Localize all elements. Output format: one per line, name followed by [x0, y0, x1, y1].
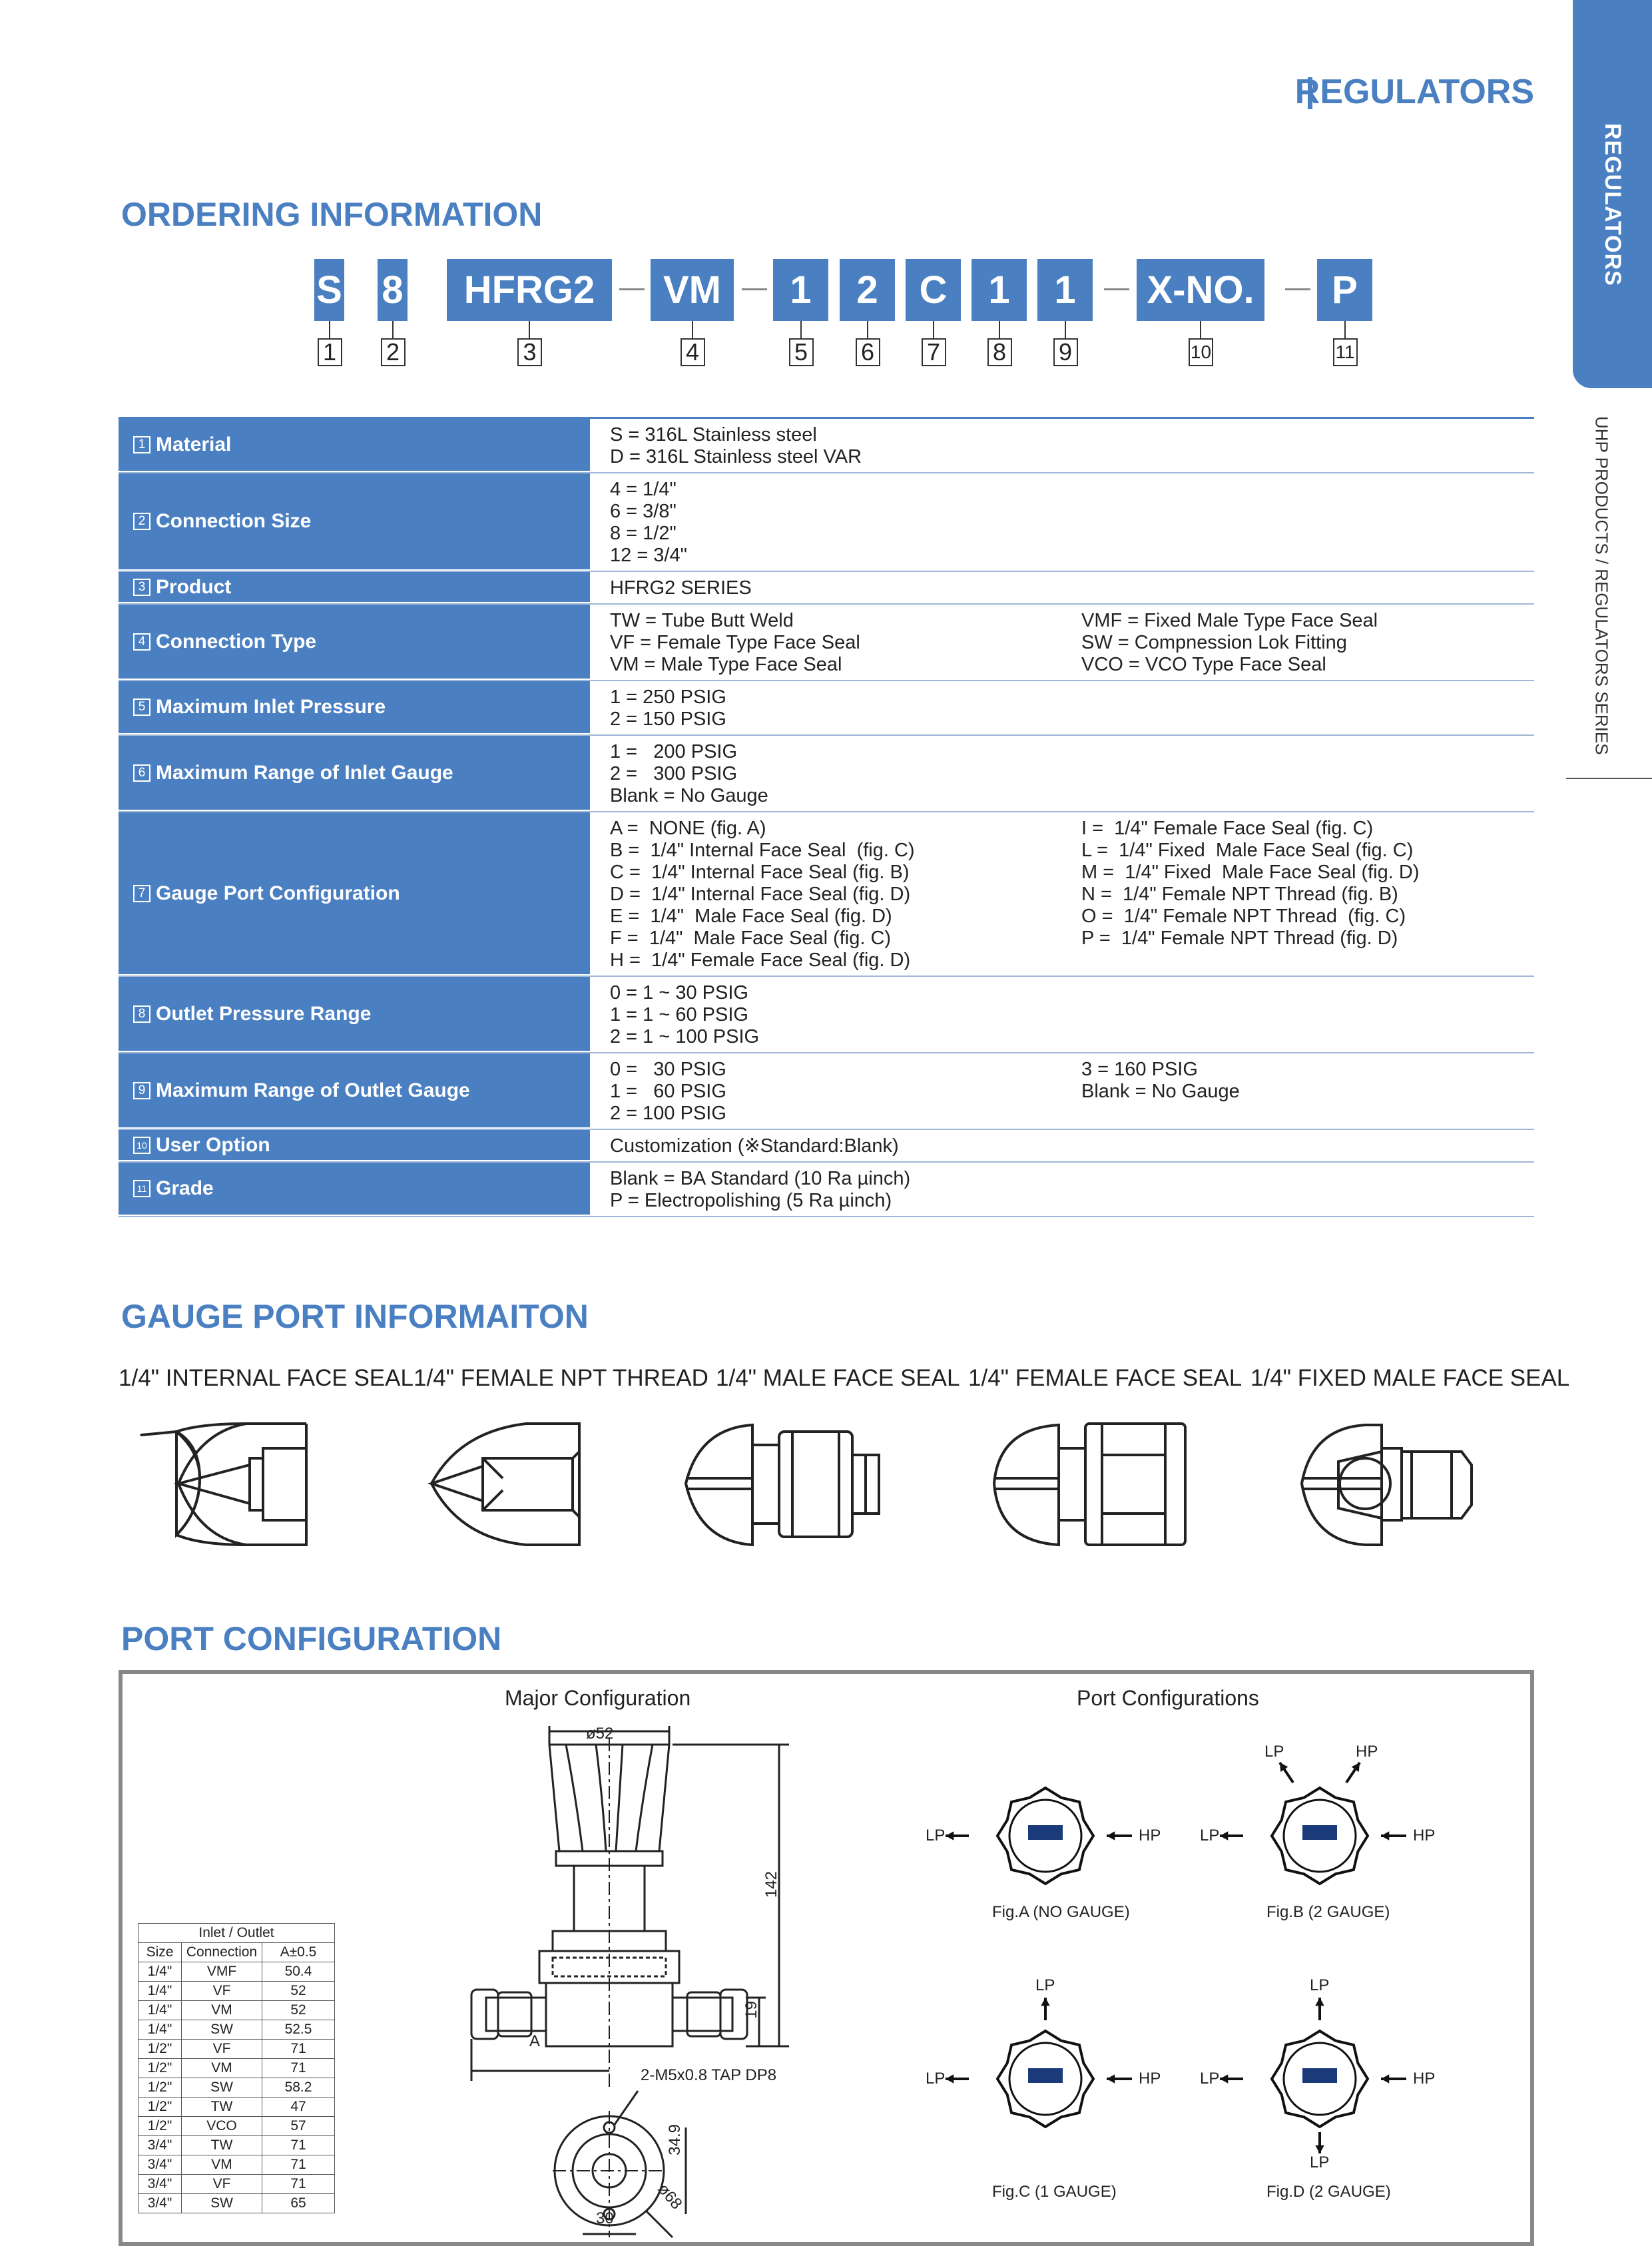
hp-label: HP: [1413, 1827, 1436, 1844]
io-table-cell: 1/4": [138, 2001, 182, 2020]
io-table-cell: SW: [182, 2020, 262, 2040]
value-line: I = 1/4" Female Face Seal (fig. C): [1081, 818, 1374, 839]
io-table-cell: 71: [262, 2136, 335, 2155]
io-table-cell: 71: [262, 2175, 335, 2194]
lp-label: LP: [1310, 1976, 1330, 1994]
code-box-7: C: [906, 259, 961, 321]
value-line: HFRG2 SERIES: [610, 577, 752, 599]
value-line: 12 = 3/4": [610, 545, 687, 566]
row-label-text: Product: [156, 575, 232, 598]
value-line: D = 316L Stainless steel VAR: [610, 446, 862, 467]
dim-30: 30: [596, 2209, 614, 2227]
hp-label: HP: [1139, 2070, 1161, 2088]
io-table-cell: SW: [182, 2078, 262, 2098]
gauge-port-title: GAUGE PORT INFORMAITON: [121, 1298, 589, 1335]
io-table-cell: 3/4": [138, 2194, 182, 2213]
code-number-10: 10: [1189, 338, 1213, 366]
value-line: A = NONE (fig. A): [610, 818, 766, 839]
dim-34-9: 34.9: [666, 2124, 684, 2155]
io-table-cell: 1/4": [138, 1982, 182, 2001]
io-table-cell: 47: [262, 2098, 335, 2117]
hp-label: HP: [1413, 2070, 1436, 2088]
io-table-cell: 3/4": [138, 2136, 182, 2155]
value-line: C = 1/4" Internal Face Seal (fig. B): [610, 862, 910, 883]
row-number-badge: 8: [133, 1005, 150, 1023]
io-table-cell: SW: [182, 2194, 262, 2213]
code-number-5: 5: [789, 338, 814, 366]
row-label-text: Outlet Pressure Range: [156, 1002, 372, 1025]
code-number-2: 2: [381, 338, 406, 366]
row-number-badge: 6: [133, 764, 150, 782]
io-table-cell: TW: [182, 2136, 262, 2155]
dim-a: A: [529, 2032, 541, 2050]
value-line: VMF = Fixed Male Type Face Seal: [1081, 610, 1378, 631]
code-box-3: HFRG2: [447, 259, 612, 321]
row-number-badge: 2: [133, 513, 150, 530]
fig-caption: Fig.B (2 GAUGE): [1266, 1903, 1390, 1921]
code-box-11: P: [1317, 259, 1372, 321]
lp-label: LP: [1264, 1743, 1284, 1761]
row-number-badge: 3: [133, 579, 150, 596]
io-table-cell: 57: [262, 2117, 335, 2136]
io-table-cell: VF: [182, 2040, 262, 2059]
dim-d52: ø52: [586, 1725, 614, 1743]
dim-d68: ø68: [654, 2180, 686, 2213]
code-number-1: 1: [318, 338, 342, 366]
row-number-badge: 9: [133, 1082, 150, 1099]
value-line: Blank = BA Standard (10 Ra µinch): [610, 1168, 911, 1189]
ordering-title: ORDERING INFORMATION: [121, 196, 543, 233]
io-table-header: Connection: [182, 1943, 262, 1962]
row-label-text: Material: [156, 433, 232, 455]
code-box-8: 1: [971, 259, 1027, 321]
io-table-cell: 1/2": [138, 2117, 182, 2136]
code-box-9: 1: [1037, 259, 1093, 321]
side-divider: [1566, 778, 1652, 779]
value-line: P = Electropolishing (5 Ra µinch): [610, 1190, 892, 1211]
gauge-port-label-1: 1/4" INTERNAL FACE SEAL: [119, 1365, 413, 1391]
io-table-header: Size: [138, 1943, 182, 1962]
value-line: 1 = 60 PSIG: [610, 1081, 726, 1102]
value-line: Customization (※Standard:Blank): [610, 1135, 899, 1157]
row-number-badge: 7: [133, 885, 150, 902]
io-table-cell: 71: [262, 2059, 335, 2078]
side-tab-label: REGULATORS: [1600, 123, 1625, 286]
io-table-header: A±0.5: [262, 1943, 335, 1962]
row-label-text: Connection Size: [156, 510, 312, 532]
value-line: L = 1/4" Fixed Male Face Seal (fig. C): [1081, 840, 1414, 861]
io-table-cell: VM: [182, 2001, 262, 2020]
value-line: TW = Tube Butt Weld: [610, 610, 794, 631]
gauge-port-label-5: 1/4" FIXED MALE FACE SEAL: [1250, 1365, 1570, 1391]
row-label-text: Gauge Port Configuration: [156, 882, 400, 904]
io-table-cell: 3/4": [138, 2175, 182, 2194]
io-table-cell: 1/4": [138, 1962, 182, 1982]
row-number-badge: 4: [133, 633, 150, 651]
value-line: 1 = 1 ~ 60 PSIG: [610, 1004, 748, 1025]
value-line: P = 1/4" Female NPT Thread (fig. D): [1081, 928, 1398, 949]
gauge-port-label-3: 1/4" MALE FACE SEAL: [716, 1365, 960, 1391]
code-box-1: S: [314, 259, 344, 321]
value-line: 4 = 1/4": [610, 479, 677, 500]
io-table-cell: 1/2": [138, 2059, 182, 2078]
io-table-title: Inlet / Outlet: [138, 1924, 335, 1943]
io-table-cell: 1/2": [138, 2078, 182, 2098]
gauge-port-label-2: 1/4" FEMALE NPT THREAD: [413, 1365, 708, 1391]
value-line: 8 = 1/2": [610, 523, 677, 544]
value-line: M = 1/4" Fixed Male Face Seal (fig. D): [1081, 862, 1420, 883]
io-table-cell: 65: [262, 2194, 335, 2213]
port-configs-title: Port Configurations: [1077, 1686, 1259, 1710]
io-table-cell: 71: [262, 2040, 335, 2059]
io-table-cell: 1/2": [138, 2040, 182, 2059]
code-number-11: 11: [1333, 338, 1358, 366]
fig-caption: Fig.C (1 GAUGE): [992, 2183, 1117, 2201]
row-label-text: Maximum Inlet Pressure: [156, 696, 386, 718]
io-table-cell: VM: [182, 2059, 262, 2078]
io-table-cell: 52.5: [262, 2020, 335, 2040]
value-line: D = 1/4" Internal Face Seal (fig. D): [610, 884, 911, 905]
row-label-text: Connection Type: [156, 630, 317, 653]
value-line: E = 1/4" Male Face Seal (fig. D): [610, 906, 892, 927]
dim-tap: 2-M5x0.8 TAP DP8: [641, 2066, 777, 2084]
value-line: 1 = 200 PSIG: [610, 741, 738, 762]
side-series-label: UHP PRODUCTS / REGULATORS SERIES: [1591, 416, 1612, 755]
row-label-text: Maximum Range of Inlet Gauge: [156, 761, 453, 784]
value-line: SW = Compnession Lok Fitting: [1081, 632, 1347, 653]
hp-label: HP: [1356, 1743, 1378, 1761]
value-line: 2 = 150 PSIG: [610, 708, 726, 730]
io-table-cell: VMF: [182, 1962, 262, 1982]
gauge-port-label-4: 1/4" FEMALE FACE SEAL: [968, 1365, 1242, 1391]
dim-142: 142: [762, 1871, 780, 1898]
io-table-cell: 1/4": [138, 2020, 182, 2040]
page-header-title: REGULATORS: [1294, 73, 1534, 111]
lp-label: LP: [926, 1827, 946, 1844]
io-table-cell: TW: [182, 2098, 262, 2117]
code-number-3: 3: [517, 338, 542, 366]
code-box-10: X-NO.: [1137, 259, 1264, 321]
lp-label: LP: [1035, 1976, 1055, 1994]
value-line: Blank = No Gauge: [610, 785, 768, 806]
fig-caption: Fig.A (NO GAUGE): [992, 1903, 1130, 1921]
io-table-cell: 3/4": [138, 2155, 182, 2175]
hp-label: HP: [1139, 1827, 1161, 1844]
major-config-title: Major Configuration: [505, 1686, 691, 1710]
io-table-cell: VF: [182, 2175, 262, 2194]
value-line: 3 = 160 PSIG: [1081, 1059, 1198, 1080]
row-label-text: Maximum Range of Outlet Gauge: [156, 1079, 470, 1101]
code-box-2: 8: [378, 259, 408, 321]
value-line: N = 1/4" Female NPT Thread (fig. B): [1081, 884, 1398, 905]
value-line: 2 = 1 ~ 100 PSIG: [610, 1026, 760, 1047]
fig-caption: Fig.D (2 GAUGE): [1266, 2183, 1391, 2201]
io-table-cell: 52: [262, 2001, 335, 2020]
value-line: 0 = 1 ~ 30 PSIG: [610, 982, 748, 1003]
code-number-7: 7: [922, 338, 946, 366]
value-line: VCO = VCO Type Face Seal: [1081, 654, 1326, 675]
code-box-4: VM: [651, 259, 734, 321]
code-number-8: 8: [987, 338, 1012, 366]
value-line: H = 1/4" Female Face Seal (fig. D): [610, 950, 911, 971]
code-number-6: 6: [856, 338, 880, 366]
value-line: 2 = 100 PSIG: [610, 1103, 726, 1124]
io-table-cell: VF: [182, 1982, 262, 2001]
io-table-cell: 52: [262, 1982, 335, 2001]
io-table-cell: 1/2": [138, 2098, 182, 2117]
value-line: Blank = No Gauge: [1081, 1081, 1240, 1102]
lp-label: LP: [1310, 2153, 1330, 2171]
value-line: O = 1/4" Female NPT Thread (fig. C): [1081, 906, 1406, 927]
value-line: S = 316L Stainless steel: [610, 424, 817, 445]
value-line: 6 = 3/8": [610, 501, 677, 522]
code-number-9: 9: [1053, 338, 1078, 366]
lp-label: LP: [1200, 1827, 1220, 1844]
row-number-badge: 10: [133, 1137, 150, 1154]
io-table-cell: VM: [182, 2155, 262, 2175]
code-number-4: 4: [681, 338, 705, 366]
io-table-cell: 58.2: [262, 2078, 335, 2098]
row-label-text: User Option: [156, 1133, 270, 1156]
io-table-cell: 50.4: [262, 1962, 335, 1982]
io-table-cell: VCO: [182, 2117, 262, 2136]
lp-label: LP: [1200, 2070, 1220, 2088]
value-line: F = 1/4" Male Face Seal (fig. C): [610, 928, 892, 949]
value-line: 2 = 300 PSIG: [610, 763, 738, 784]
lp-label: LP: [926, 2070, 946, 2088]
row-number-badge: 1: [133, 436, 150, 453]
row-number-badge: 11: [133, 1180, 150, 1197]
value-line: VM = Male Type Face Seal: [610, 654, 842, 675]
value-line: 0 = 30 PSIG: [610, 1059, 726, 1080]
value-line: B = 1/4" Internal Face Seal (fig. C): [610, 840, 915, 861]
port-config-title: PORT CONFIGURATION: [121, 1620, 502, 1657]
value-line: VF = Female Type Face Seal: [610, 632, 860, 653]
row-number-badge: 5: [133, 699, 150, 716]
code-box-6: 2: [840, 259, 895, 321]
code-box-5: 1: [773, 259, 828, 321]
dim-19: 19: [742, 2001, 760, 2019]
io-table-cell: 71: [262, 2155, 335, 2175]
row-label-text: Grade: [156, 1177, 214, 1199]
value-line: 1 = 250 PSIG: [610, 687, 726, 708]
